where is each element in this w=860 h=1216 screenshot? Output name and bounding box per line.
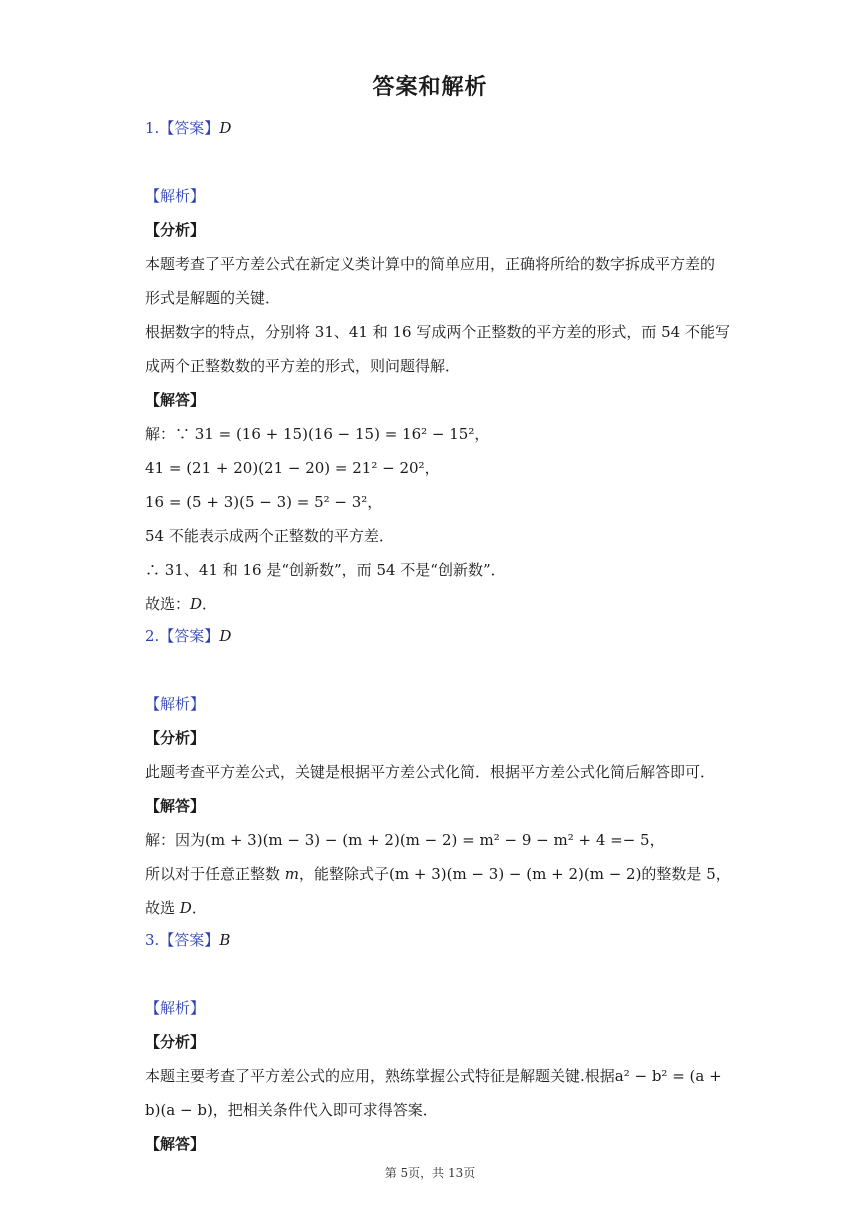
text-span: 54 不能表示成两个正整数的平方差． [145,527,394,545]
text-span: 2.【答案】 [145,627,220,645]
text-line [145,998,745,1018]
text-span: 【解析】 [145,187,206,205]
text-span: 【解析】 [145,999,206,1017]
text-line [145,762,745,782]
text-line [145,864,745,884]
text-line [145,930,745,950]
text-line [145,424,745,444]
text-span: 根据数字的特点，分别将 31、41 和 16 写成两个正整数的平方差的形式，而 54 不能写 [145,323,730,341]
page-title: 答案和解析 [372,75,488,100]
text-line [145,458,745,478]
text-line [145,220,745,240]
text-line [145,118,745,138]
text-line [145,898,745,918]
text-span: 此题考查平方差公式，关键是根据平方差公式化简．根据平方差公式化简后解答即可． [145,763,716,781]
text-line [145,1100,745,1120]
text-span: 【解答】 [145,391,206,409]
text-line [145,322,745,342]
text-line [145,1066,745,1086]
text-line [145,796,745,816]
text-line [145,186,745,206]
text-span: D [190,595,203,613]
text-span: 【分析】 [145,1033,206,1051]
text-span: 形式是解题的关键． [145,289,281,307]
text-span: 41 = (21 + 20)(21 − 20) = 21² − 20²， [145,459,440,477]
text-line [145,492,745,512]
text-span: ∴ 31、41 和 16 是“创新数”，而 54 不是“创新数”． [145,561,506,579]
text-line [145,626,745,646]
text-span: m [284,865,300,883]
text-span: 解：因为(m + 3)(m − 3) − (m + 2)(m − 2) = m² − 9 − m² + 4 =− 5， [145,831,665,849]
text-span: 所以对于任意正整数 [145,865,285,883]
text-line [145,694,745,714]
text-span: b)(a − b)，把相关条件代入即可求得答案． [145,1101,438,1119]
text-span: 故选： [145,595,191,613]
text-span: 【分析】 [145,729,206,747]
text-span: 3.【答案】 [145,931,220,949]
text-line [145,830,745,850]
text-span: D [179,899,192,917]
page-footer: 第 5页，共 13页 [384,1166,476,1180]
text-span: ． [202,595,218,613]
text-line [145,1134,745,1154]
text-span: 1.【答案】 [145,119,220,137]
text-line [145,254,745,274]
text-span: 解：∵ 31 = (16 + 15)(16 − 15) = 16² − 15²， [145,425,490,443]
text-span: 成两个正整数数的平方差的形式，则问题得解． [145,357,461,375]
text-span: 故选 [145,899,180,917]
text-line [145,356,745,376]
text-line [145,288,745,308]
text-span: D [219,119,232,137]
text-line [145,526,745,546]
text-span: 【解答】 [145,1135,206,1153]
text-span: ． [191,899,207,917]
text-span: 本题主要考查了平方差公式的应用，熟练掌握公式特征是解题关键.根据a² − b² = (a + [145,1067,722,1085]
text-line [145,1032,745,1052]
text-line [145,560,745,580]
text-line [145,594,745,614]
text-span: ，能整除式子(m + 3)(m − 3) − (m + 2)(m − 2)的整数是 5， [299,865,731,883]
text-span: 16 = (5 + 3)(5 − 3) = 5² − 3²， [145,493,383,511]
text-span: 本题考查了平方差公式在新定义类计算中的简单应用，正确将所给的数字拆成平方差的 [145,255,716,273]
text-line [145,728,745,748]
text-span: 【解答】 [145,797,206,815]
text-line [145,390,745,410]
text-span: D [219,627,232,645]
text-span: 【分析】 [145,221,206,239]
text-span: 【解析】 [145,695,206,713]
text-span: B [219,931,231,949]
